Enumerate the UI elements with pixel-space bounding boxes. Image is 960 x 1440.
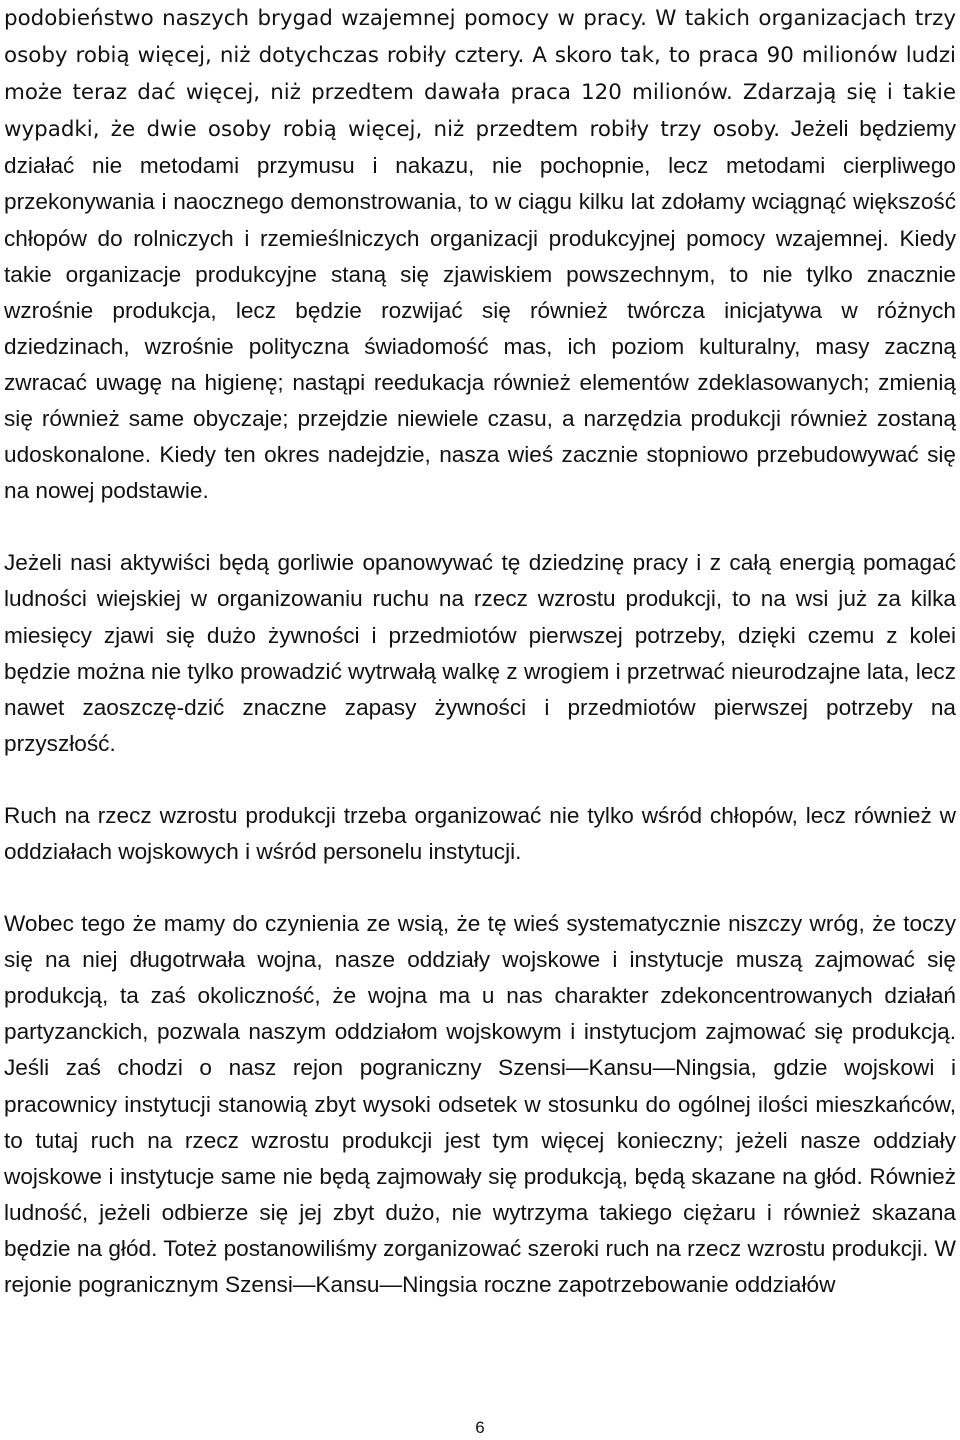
- paragraph-1-part-1: podobieństwo naszych brygad wzajemnej pomocy w pracy. W takich organizacjach trzy osoby robią więcej, niż dotychczas robiły cztery. A skoro tak, to praca 90 milionów ludzi może teraz dać więcej, niż przedtem dawała praca 120 milionów. Zdarzają się i takie wypadki, że dwie osoby robią więcej, niż przedtem robiły trzy osoby.: [4, 6, 956, 143]
- paragraph-1: [4, 0, 956, 509]
- paragraph-1-part-2: Jeżeli będziemy działać nie metodami przymusu i nakazu, nie pochopnie, lecz metodami cierpliwego przekonywania i naocznego demonstrowania, to w ciągu kilku lat zdołamy wciągnąć większość chłopów do rolniczych i rzemieślniczych organizacji produkcyjnej pomocy wzajemnej. Kiedy takie organizacje produkcyjne staną się zjawiskiem powszechnym, to nie tylko znacznie wzrośnie produkcja, lecz będzie rozwijać się również twórcza inicjatywa w różnych dziedzinach, wzrośnie polityczna świadomość mas, ich poziom kulturalny, masy zaczną zwracać uwagę na higienę; nastąpi reedukacja również elementów zdeklasowanych; zmienią się również same obyczaje; przejdzie niewiele czasu, a narzędzia produkcji również zostaną udoskonalone. Kiedy ten okres nadejdzie, nasza wieś zacznie stopniowo przebudowywać się na nowej podstawie.: [4, 116, 956, 504]
- paragraph-4: Wobec tego że mamy do czynienia ze wsią, że tę wieś systematycznie niszczy wróg, że toczy się na niej długotrwała wojna, nasze oddziały wojskowe i instytucje muszą zajmować się produkcją, ta zaś okoliczność, że wojna ma u nas charakter zdekoncentrowanych działań partyzanckich, pozwala naszym oddziałom wojskowym i instytucjom zajmować się produkcją. Jeśli zaś chodzi o nasz rejon pograniczny Szensi—Kansu—Ningsia, gdzie wojskowi i pracownicy instytucji stanowią zbyt wysoki odsetek w stosunku do ogólnej ilości mieszkańców, to tutaj ruch na rzecz wzrostu produkcji jest tym więcej konieczny; jeżeli nasze oddziały wojskowe i instytucje same nie będą zajmowały się produkcją, będą skazane na głód. Również ludność, jeżeli odbierze się jej zbyt dużo, nie wytrzyma takiego ciężaru i również skazana będzie na głód. Toteż postanowiliśmy zorganizować szeroki ruch na rzecz wzrostu produkcji. W rejonie pogranicznym Szensi—Kansu—Ningsia roczne zapotrzebowanie oddziałów: [4, 911, 956, 1297]
- page-number: 6: [475, 1418, 485, 1437]
- paragraph-2: Jeżeli nasi aktywiści będą gorliwie opanowywać tę dziedzinę pracy i z całą energią pomagać ludności wiejskiej w organizowaniu ruchu na rzecz wzrostu produkcji, to na wsi już za kilka miesięcy zjawi się dużo żywności i przedmiotów pierwszej potrzeby, dzięki czemu z kolei będzie można nie tylko prowadzić wytrwałą walkę z wrogiem i przetrwać nieurodzajne lata, lecz nawet zaoszczę-dzić znaczne zapasy żywności i przedmiotów pierwszej potrzeby na przyszłość.: [4, 550, 956, 756]
- document-page: [4, 0, 956, 1303]
- paragraph-3: Ruch na rzecz wzrostu produkcji trzeba organizować nie tylko wśród chłopów, lecz również w oddziałach wojskowych i wśród personelu instytucji.: [4, 802, 956, 864]
